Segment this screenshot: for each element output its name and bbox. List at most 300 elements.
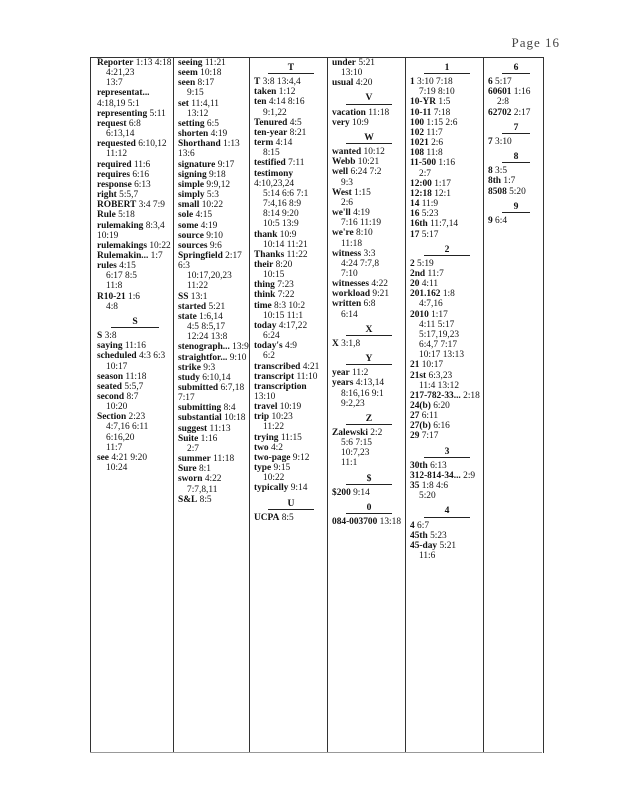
index-entry [254,158,328,168]
index-term: 6 [488,77,493,88]
index-term: 27 [410,411,420,422]
index-term: witness [332,248,362,259]
page-line-reference: 1:17 [434,178,451,189]
page-line-reference: 7:7,8,11 [187,484,218,495]
index-term: scheduled [97,351,137,362]
index-term: term [254,138,274,149]
page-line-reference: 6:8 [363,299,376,310]
index-entry [254,513,328,523]
index-entry [332,428,406,469]
index-column-6 [483,58,544,753]
index-entry [332,517,406,527]
page-line-reference: 2:17 [513,107,531,118]
index-entry [254,97,328,117]
index-entry [178,353,250,363]
index-letter-heading: Z [346,412,392,425]
index-entry [410,97,484,107]
index-term: strike [178,362,201,373]
page-line-reference: 7:19 8:10 [419,87,455,98]
index-entry [332,339,406,349]
index-letter-heading: 4 [424,504,470,517]
index-term: representing [97,108,148,119]
index-entry [97,241,173,251]
index-entry [332,299,406,319]
index-term: 10-11 [410,107,432,118]
index-term: source [178,230,204,241]
index-term: UCPA [254,512,280,523]
page-line-reference: 11:8 [106,281,123,292]
index-term: 62702 [488,107,512,118]
index-entry [332,488,406,498]
index-entry [254,87,328,97]
page-line-reference: 4:7,16 6:11 [106,422,149,433]
page-line-reference: 11:6 [419,551,436,562]
page-line-reference: 9:3 [341,177,353,188]
page-line-reference: 5:5,7 [119,190,139,201]
index-entry [97,261,173,291]
index-entry [410,310,484,361]
index-entry [254,433,328,443]
index-entry [97,200,173,210]
page-line-reference: 1:7 [150,250,163,261]
page-line-reference: 4:2 [270,442,283,453]
page-line-reference: 7:22 [277,290,295,301]
page-line-reference: 6:11 [421,411,439,422]
index-term: Springfield [178,250,223,261]
index-entry [97,119,173,139]
index-term: 100 [410,117,425,128]
index-entry [97,210,173,220]
index-term: seen [178,78,196,89]
page-line-reference: 3:3 [363,248,376,259]
index-entry [332,78,406,88]
page-line-reference: 5:3 [206,190,219,201]
index-term: rules [97,261,117,272]
index-term: wanted [332,147,362,158]
index-term: saying [97,341,123,352]
page-line-reference: 10:18 [200,68,222,79]
index-entry [332,157,406,167]
index-entry [97,221,173,241]
page-line-reference: 3:1,8 [341,338,361,349]
index-entry [178,221,250,231]
index-entry [178,68,250,78]
page-line-reference: 4:10,23,24 [254,178,295,189]
index-term: submitted [178,383,219,393]
index-entry [178,180,250,190]
index-entry [97,180,173,190]
index-entry [178,302,250,312]
index-term: request [97,118,127,129]
page-line-reference: 4:14 8:16 [268,97,305,108]
index-term: workload [332,289,371,300]
page-line-reference: 11:13 [209,423,231,434]
index-entry [254,321,328,341]
page-line-reference: 9:14 [290,483,308,494]
index-term: suggest [178,423,208,434]
index-entry [178,78,250,98]
page-line-reference: 2:18 [463,390,480,401]
page-line-reference: 8:3,4 10:19 [97,220,165,241]
page-line-reference: 4:14 [275,138,293,149]
page-line-reference: 9:2,23 [341,398,365,409]
index-term: 084-003700 [332,517,378,528]
page-line-reference: 4:15 [119,261,136,272]
index-entry [488,176,544,186]
page-line-reference: 5:20 [509,186,526,197]
index-entry [332,208,406,228]
index-entry [410,77,484,97]
page-line-reference: 12:24 13:8 [187,332,228,343]
index-term: 16 [410,209,420,220]
index-entry [332,368,406,378]
page-line-reference: 10:22 [201,200,224,211]
index-entry [410,179,484,189]
page-line-reference: 3:8 [104,331,117,342]
index-term: requested [97,139,136,150]
page-line-reference: 6:3,23 [428,370,453,381]
page-line-reference: 4:21 9:20 [111,452,148,463]
page-line-reference: 1:17 [431,309,448,320]
index-letter-heading: 9 [502,200,530,213]
index-entry [254,453,328,463]
page-line-reference: 11:2 [352,368,369,379]
index-entry [178,160,250,170]
index-term: 4 [410,520,415,531]
index-term: 14 [410,199,420,210]
index-entry [410,148,484,158]
page-line-reference: 7:4,16 8:9 [263,199,302,210]
page-line-reference: 6:10,12 [138,139,167,150]
page-line-reference: 2:6 [341,197,353,208]
index-entry [178,190,250,200]
page-line-reference: 9:18 [209,169,226,180]
index-term: Rule [97,210,116,221]
index-term: 16th [410,219,428,230]
index-letter-heading: Y [346,352,392,365]
index-term: Tenured [254,117,288,128]
page-line-reference: 10:15 11:1 [263,310,304,321]
page-line-reference: 8:5 [281,512,294,523]
page-line-reference: 1:13 4:18 [135,58,172,68]
index-term: sworn [178,474,203,485]
index-term: 17 [410,229,420,240]
page-line-reference: 10:24 [106,463,128,474]
page-line-reference: 6:13 [134,179,151,190]
index-entry [332,58,406,78]
page-line-reference: 2:9 [463,470,476,481]
index-term: 2nd [410,268,426,279]
index-entry [97,392,173,412]
index-entry [410,118,484,128]
index-term: requires [97,169,130,180]
page-line-reference: 3:4 7:9 [138,200,165,211]
page-line-reference: 9:15 [273,463,291,474]
index-entry [178,210,250,220]
index-entry [97,88,173,108]
page-line-reference: 6:2 [263,351,275,362]
page-line-reference: 6:24 7:2 [350,167,382,178]
index-term: 20 [410,279,420,290]
index-entry [410,158,484,178]
page-line-reference: 7:16 11:19 [341,218,382,229]
page-line-reference: 10:9 [352,117,369,128]
index-entry [178,129,250,139]
index-entry [410,521,484,531]
index-entry [332,188,406,208]
page-line-reference: 10:19 [279,402,302,413]
index-term: two-page [254,452,291,463]
index-letter-heading: T [268,61,314,74]
page-line-reference: 8:5 [199,494,212,505]
page-bottom-rule [90,752,542,753]
index-entry [178,292,250,302]
page-line-reference: 7:11 [288,158,305,169]
page-line-reference: 8:20 [275,259,293,270]
index-term: travel [254,402,278,413]
index-entry [97,331,173,341]
index-entry [97,341,173,351]
index-letter-heading: S [111,315,159,328]
index-term: study [178,372,200,383]
index-column-2 [173,58,250,753]
index-term: seeing [178,58,203,68]
page-line-reference: 9:9,12 [206,179,231,190]
page-line-reference: 1:15 [354,187,371,198]
page-line-reference: 10:17 [106,361,128,372]
page-line-reference: 9:15 [187,88,204,99]
page-line-reference: 10:17,20,23 [187,271,232,282]
index-term: 1021 [410,138,429,149]
page-line-reference: 11:18 [125,371,147,382]
page-line-reference: 5:21 [358,58,375,68]
index-letter-heading: 2 [424,243,470,256]
index-entry [488,166,544,176]
index-term: $200 [332,487,351,498]
page-line-reference: 1:8 [442,289,455,300]
index-term: 102 [410,127,425,138]
index-entry [178,373,250,383]
page-line-reference: 11:15 [280,432,302,443]
page-line-reference: 6:20 [433,401,450,411]
index-entry [410,189,484,199]
index-entry [488,187,544,197]
index-term: required [97,159,132,170]
index-entry [410,289,484,309]
index-term: SS [178,291,189,302]
page-line-reference: 7:23 [277,280,294,291]
index-term: Sure [178,464,197,475]
index-term: testimony [254,168,294,179]
index-entry [178,251,250,292]
index-term: 21st [410,370,427,381]
page-line-reference: 6:13 [430,460,447,471]
page-line-reference: 5:23 [430,530,447,541]
page-line-reference: 8:10 [356,228,373,239]
page-line-reference: 13:9 [232,342,249,353]
page-line-reference: 13:1 [190,291,208,302]
index-letter-heading: 3 [424,445,470,458]
index-term: sources [178,240,208,251]
index-term: straightfor... [178,352,228,363]
page-line-reference: 6:8 [128,118,141,129]
page-line-reference: 6:7,18 7:17 [178,383,245,404]
index-term: 9 [488,215,493,226]
index-letter-heading: U [268,497,314,510]
page-line-reference: 11:22 [286,249,308,260]
index-entry [410,199,484,209]
page-line-reference: 11:22 [187,281,209,292]
page-line-reference: 2:7 [187,443,199,454]
index-term: season [97,371,124,382]
index-entry [178,312,250,342]
page-line-reference: 6:13,14 [106,129,135,140]
index-term: summer [178,454,211,465]
index-entry [332,118,406,128]
page-line-reference: 1:7 [503,176,516,187]
index-entry [254,77,328,87]
index-entry [254,412,328,432]
index-term: right [97,190,117,201]
page-line-reference: 9:21 [372,289,390,300]
page-line-reference: 13:7 [106,78,123,89]
page-line-reference: 6:7 [417,520,430,531]
index-term: 24(b) [410,401,431,411]
page-line-reference: 5:17 [421,229,439,240]
index-entry [97,139,173,159]
index-term: 29 [410,431,420,442]
index-term: signing [178,169,207,180]
index-term: well [332,167,349,178]
page-line-reference: 5:17,19,23 [419,329,460,340]
page-line-reference: 4:9 [285,341,297,352]
page-line-reference: 4:19 [210,129,228,140]
index-term: substantial [178,413,222,424]
page-line-reference: 2:6 [431,138,444,149]
index-entry [254,341,328,361]
index-term: 21 [410,360,420,371]
index-entry [410,481,484,501]
index-term: submitting [178,403,222,414]
page-line-reference: 4:21,23 [106,68,135,79]
page-line-reference: 4:17,22 [278,320,308,331]
page-line-reference: 1:8 4:6 [421,481,449,492]
index-entry [410,371,484,391]
page-line-reference: 2:2 [370,428,383,438]
index-term: S [97,331,103,342]
page-line-reference: 11:7 [106,442,123,453]
index-entry [178,139,250,159]
page-line-reference: 10:18 [224,413,246,424]
index-entry [254,230,328,250]
page-line-reference: 7:18 [433,107,451,118]
page-line-reference: 4:13,14 [355,378,385,389]
page-line-reference: 8:17 [197,78,215,89]
index-term: second [97,392,125,402]
index-term: S&L [178,494,198,505]
page-line-reference: 1:6 [128,291,140,302]
index-entry [178,403,250,413]
index-entry [254,128,328,138]
index-term: trip [254,412,270,423]
index-entry [332,279,406,289]
page-line-reference: 5:19 [417,258,434,269]
index-letter-heading: 8 [502,150,530,163]
index-term: we'll [332,208,351,219]
index-term: R10-21 [97,291,126,302]
index-term: 108 [410,148,425,159]
page-line-reference: 11:8 [426,148,443,159]
page-line-reference: 4:19 [200,220,218,231]
index-term: vacation [332,107,366,118]
page-line-reference: 3:5 [495,166,508,177]
page-line-reference: 4:22 [371,279,388,290]
page-line-reference: 11:18 [368,107,390,118]
index-term: Suite [178,433,199,444]
index-term: 217-782-33... [410,390,461,401]
index-entry [178,424,250,434]
index-term: sole [178,210,194,221]
index-term: stenograph... [178,342,230,353]
index-entry [178,231,250,241]
index-entry [410,209,484,219]
index-entry [97,190,173,200]
page-line-reference: 3:8 13:4,4 [262,77,301,88]
page-line-reference: 1:16 [513,87,531,98]
index-term: 7 [488,136,493,147]
page-line-reference: 3:10 7:18 [417,77,453,88]
page-line-reference: 4:21 [302,361,320,372]
index-term: 10-YR [410,97,437,108]
page-line-reference: 10:17 [421,360,444,371]
index-entry [254,280,328,290]
page-line-reference: 6:16 [132,169,150,180]
page-line-reference: 4:5 [289,117,302,128]
index-entry [410,360,484,370]
page-line-reference: 5:21 [208,301,226,312]
index-entry [410,411,484,421]
page-line-reference: 1:12 [278,87,296,98]
page-line-reference: 8:16,16 9:1 [341,388,384,399]
page-line-reference: 11:18 [341,238,363,249]
page-line-reference: 9:1,22 [263,107,287,118]
index-entry [410,541,484,561]
index-letter-heading: 6 [502,61,530,74]
page-line-reference: 9:12 [292,452,310,463]
index-entry [97,372,173,382]
page-line-reference: 4:5 8:5,17 [187,322,226,333]
page-line-reference: 1:5 [438,97,451,108]
page-line-reference: 10:15 [263,270,285,281]
index-entry [332,249,406,279]
index-entry [254,138,328,158]
page-line-reference: 8:21 [289,127,307,138]
page-line-reference: 2:23 [128,412,146,423]
page-line-reference: 11:9 [421,199,439,210]
index-letter-heading: W [346,131,392,144]
index-entry [410,471,484,481]
index-term: thing [254,280,275,291]
page-line-reference: 5:5,7 [124,381,144,392]
index-term: two [254,442,269,453]
index-term: Reporter [97,58,134,68]
index-entry [410,230,484,240]
index-entry [254,463,328,483]
index-entry [254,443,328,453]
index-entry [178,464,250,474]
index-entry [410,391,484,401]
index-term: testified [254,158,286,169]
